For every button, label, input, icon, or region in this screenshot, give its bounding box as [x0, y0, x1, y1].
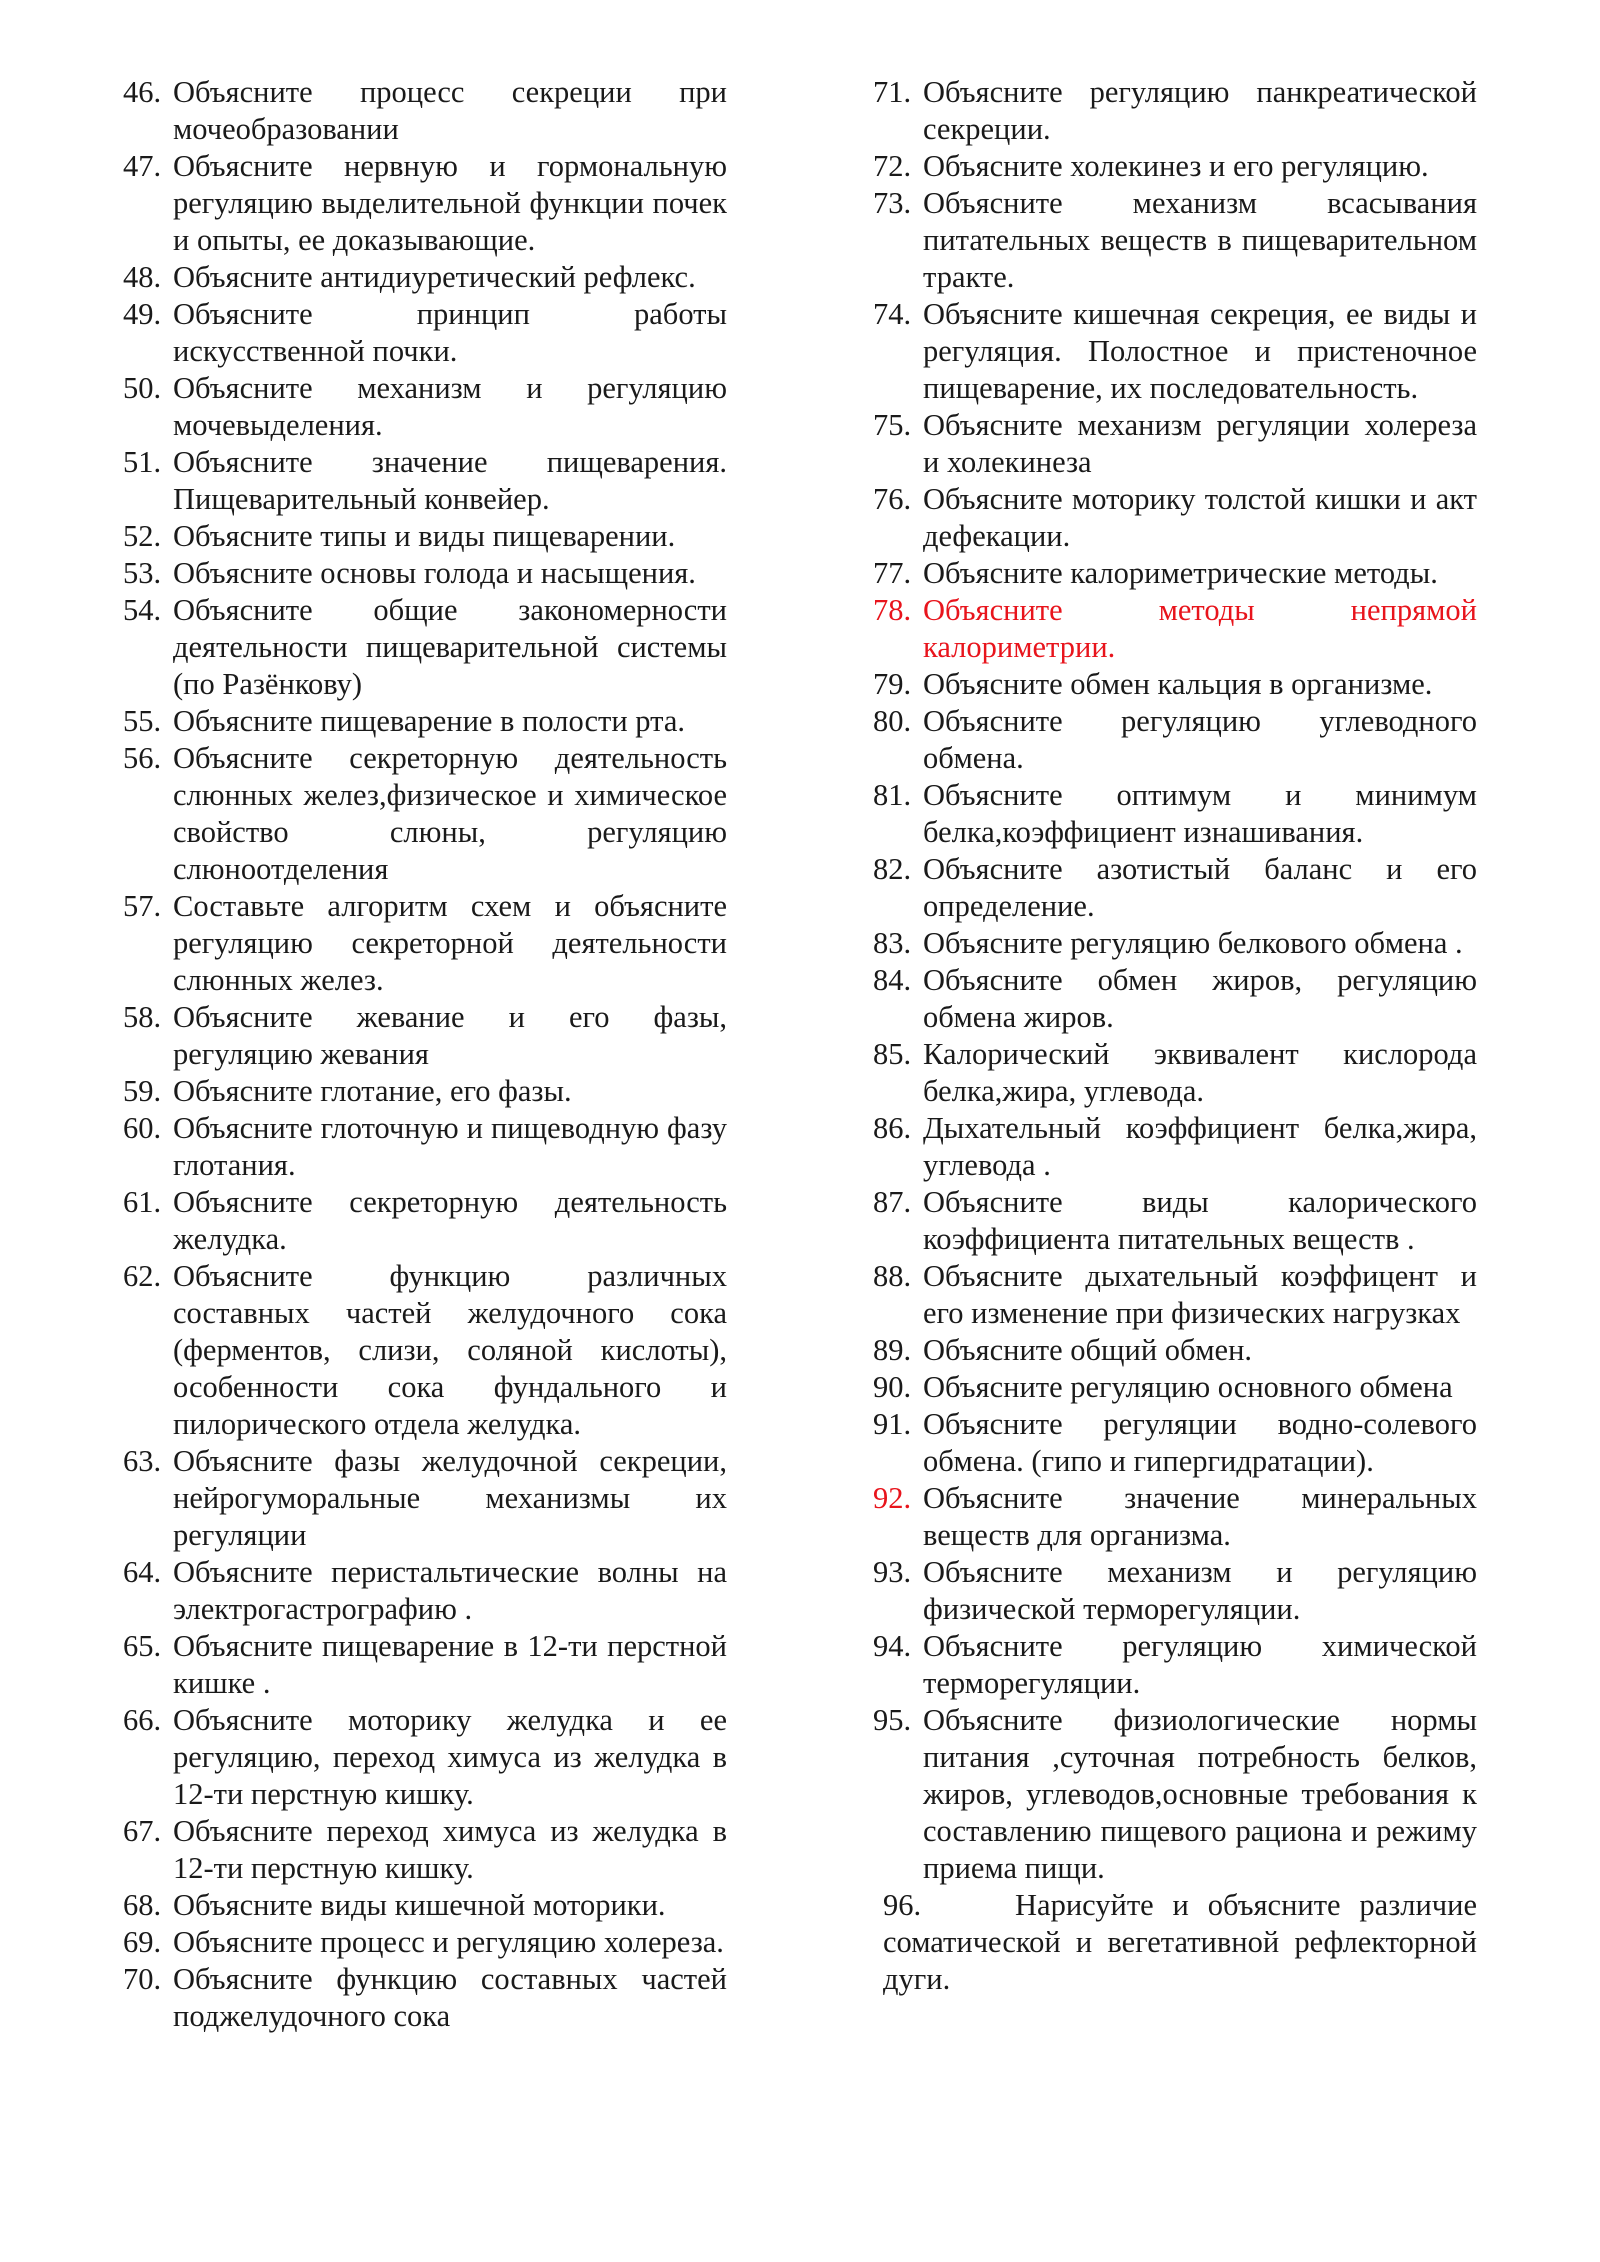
question-item-67 [123, 1813, 727, 1887]
question-item-46 [123, 74, 727, 148]
question-item-70 [123, 1961, 727, 2035]
question-item-47 [123, 148, 727, 259]
question-item-89 [873, 1332, 1477, 1369]
question-item-90 [873, 1369, 1477, 1406]
question-text: Объясните методы непрямой калориметрии. [923, 593, 1477, 664]
question-number: 85. [873, 1037, 912, 1071]
question-item-81 [873, 777, 1477, 851]
question-item-61 [123, 1184, 727, 1258]
question-number: 92. [873, 1481, 912, 1515]
question-text: Объясните фазы желудочной секреции, нейрогуморальные механизмы их регуляции [173, 1444, 727, 1552]
question-item-77 [873, 555, 1477, 592]
question-item-56 [123, 740, 727, 888]
question-item-69 [123, 1924, 727, 1961]
question-text: Объясните значение пищеварения. Пищеварительный конвейер. [173, 445, 727, 516]
question-text: Объясните обмен жиров, регуляцию обмена жиров. [923, 963, 1477, 1034]
question-text: Объясните обмен кальция в организме. [923, 667, 1433, 701]
question-number: 82. [873, 852, 912, 886]
question-item-91 [873, 1406, 1477, 1480]
question-item-71 [873, 74, 1477, 148]
question-number: 78. [873, 593, 912, 627]
question-text: Объясните виды кишечной моторики. [173, 1888, 666, 1922]
question-item-68 [123, 1887, 727, 1924]
question-item-60 [123, 1110, 727, 1184]
question-text: Нарисуйте и объясните различие соматической и вегетативной рефлекторной дуги. [883, 1888, 1477, 1996]
question-number: 73. [873, 186, 912, 220]
question-item-76 [873, 481, 1477, 555]
question-number: 65. [123, 1629, 162, 1663]
question-item-62 [123, 1258, 727, 1443]
question-item-93 [873, 1554, 1477, 1628]
question-number: 57. [123, 889, 162, 923]
question-item-63 [123, 1443, 727, 1554]
question-text: Объясните регуляцию химической терморегуляции. [923, 1629, 1477, 1700]
question-text: Объясните общие закономерности деятельности пищеварительной системы (по Разёнкову) [173, 593, 727, 701]
question-text: Объясните принцип работы искусственной почки. [173, 297, 727, 368]
question-number: 89. [873, 1333, 912, 1367]
question-number: 70. [123, 1962, 162, 1996]
question-number: 83. [873, 926, 912, 960]
question-text: Объясните секреторную деятельность слюнных желез,физическое и химическое свойство слюны, регуляцию слюноотделения [173, 741, 727, 886]
question-number: 81. [873, 778, 912, 812]
question-text: Объясните функцию составных частей поджелудочного сока [173, 1962, 727, 2033]
question-text: Объясните пищеварение в 12-ти перстной кишке . [173, 1629, 727, 1700]
question-text: Объясните регуляцию основного обмена [923, 1370, 1453, 1404]
question-number: 80. [873, 704, 912, 738]
question-item-52 [123, 518, 727, 555]
question-text: Объясните нервную и гормональную регуляцию выделительной функции почек и опыты, ее доказывающие. [173, 149, 727, 257]
question-text: Объясните регуляцию панкреатической секреции. [923, 75, 1477, 146]
question-text: Дыхательный коэффициент белка,жира, углевода . [923, 1111, 1477, 1182]
question-text: Объясните общий обмен. [923, 1333, 1253, 1367]
question-number: 69. [123, 1925, 162, 1959]
question-number: 79. [873, 667, 912, 701]
question-number: 95. [873, 1703, 912, 1737]
question-number: 52. [123, 519, 162, 553]
question-item-83 [873, 925, 1477, 962]
question-text: Объясните типы и виды пищеварении. [173, 519, 676, 553]
question-item-64 [123, 1554, 727, 1628]
question-number: 67. [123, 1814, 162, 1848]
question-item-49 [123, 296, 727, 370]
left-column [123, 74, 727, 2035]
question-text: Объясните процесс и регуляцию холереза. [173, 1925, 724, 1959]
question-text: Объясните холекинез и его регуляцию. [923, 149, 1429, 183]
question-number: 58. [123, 1000, 162, 1034]
question-number: 55. [123, 704, 162, 738]
question-text: Калорический эквивалент кислорода белка,жира, углевода. [923, 1037, 1477, 1108]
question-number: 68. [123, 1888, 162, 1922]
question-number: 61. [123, 1185, 162, 1219]
question-item-57 [123, 888, 727, 999]
question-text: Объясните процесс секреции при мочеобразовании [173, 75, 727, 146]
question-text: Объясните функцию различных составных частей желудочного сока (ферментов, слизи, соляной кислоты), особенности сока фундального и пилорического отдела желудка. [173, 1259, 727, 1441]
question-text: Объясните глоточную и пищеводную фазу глотания. [173, 1111, 727, 1182]
question-item-54 [123, 592, 727, 703]
question-number: 74. [873, 297, 912, 331]
question-item-72 [873, 148, 1477, 185]
question-number: 96. [883, 1888, 922, 1922]
question-number: 59. [123, 1074, 162, 1108]
question-item-74 [873, 296, 1477, 407]
question-number: 90. [873, 1370, 912, 1404]
question-text: Объясните жевание и его фазы, регуляцию жевания [173, 1000, 727, 1071]
question-text: Объясните регуляцию белкового обмена . [923, 926, 1463, 960]
question-number: 66. [123, 1703, 162, 1737]
question-item-82 [873, 851, 1477, 925]
question-text: Объясните кишечная секреция, ее виды и регуляция. Полостное и пристеночное пищеварение, их последовательность. [923, 297, 1477, 405]
question-item-66 [123, 1702, 727, 1813]
question-number: 53. [123, 556, 162, 590]
question-number: 71. [873, 75, 912, 109]
question-text: Объясните калориметрические методы. [923, 556, 1438, 590]
question-item-80 [873, 703, 1477, 777]
question-number: 47. [123, 149, 162, 183]
question-text: Объясните регуляцию углеводного обмена. [923, 704, 1477, 775]
question-text: Объясните секреторную деятельность желудка. [173, 1185, 727, 1256]
question-number: 88. [873, 1259, 912, 1293]
right-column [873, 74, 1477, 1998]
question-item-95 [873, 1702, 1477, 1887]
question-item-84 [873, 962, 1477, 1036]
question-number: 72. [873, 149, 912, 183]
question-number: 46. [123, 75, 162, 109]
question-text: Объясните физиологические нормы питания ,суточная потребность белков, жиров, углеводов,основные требования к составлению пищевого рациона и режиму приема пищи. [923, 1703, 1477, 1885]
question-text: Объясните пищеварение в полости рта. [173, 704, 686, 738]
question-number: 76. [873, 482, 912, 516]
question-item-48 [123, 259, 727, 296]
question-number: 77. [873, 556, 912, 590]
question-text: Объясните переход химуса из желудка в 12-ти перстную кишку. [173, 1814, 727, 1885]
question-item-50 [123, 370, 727, 444]
question-number: 48. [123, 260, 162, 294]
question-number: 94. [873, 1629, 912, 1663]
question-item-53 [123, 555, 727, 592]
question-text: Составьте алгоритм схем и объясните регуляцию секреторной деятельности слюнных желез. [173, 889, 727, 997]
question-number: 50. [123, 371, 162, 405]
question-text: Объясните механизм всасывания питательных веществ в пищеварительном тракте. [923, 186, 1477, 294]
question-number: 64. [123, 1555, 162, 1589]
question-item-92 [873, 1480, 1477, 1554]
question-number: 93. [873, 1555, 912, 1589]
question-number: 56. [123, 741, 162, 775]
question-item-94 [873, 1628, 1477, 1702]
question-item-88 [873, 1258, 1477, 1332]
question-number: 91. [873, 1407, 912, 1441]
question-text: Объясните перистальтические волны на электрогастрографию . [173, 1555, 727, 1626]
question-text: Объясните моторику толстой кишки и акт дефекации. [923, 482, 1477, 553]
question-text: Объясните виды калорического коэффициента питательных веществ . [923, 1185, 1477, 1256]
question-number: 49. [123, 297, 162, 331]
question-item-59 [123, 1073, 727, 1110]
question-number: 54. [123, 593, 162, 627]
question-number: 86. [873, 1111, 912, 1145]
question-item-55 [123, 703, 727, 740]
question-item-51 [123, 444, 727, 518]
question-number: 60. [123, 1111, 162, 1145]
question-item-78 [873, 592, 1477, 666]
question-number: 75. [873, 408, 912, 442]
question-item-85 [873, 1036, 1477, 1110]
question-text: Объясните механизм и регуляцию физической терморегуляции. [923, 1555, 1477, 1626]
right-question-list [873, 74, 1477, 1887]
question-text: Объясните основы голода и насыщения. [173, 556, 696, 590]
question-item-73 [873, 185, 1477, 296]
question-number: 62. [123, 1259, 162, 1293]
question-number: 51. [123, 445, 162, 479]
question-text: Объясните оптимум и минимум белка,коэффициент изнашивания. [923, 778, 1477, 849]
question-item-58 [123, 999, 727, 1073]
question-text: Объясните моторику желудка и ее регуляцию, переход химуса из желудка в 12-ти перстную кишку. [173, 1703, 727, 1811]
question-number: 87. [873, 1185, 912, 1219]
question-text: Объясните глотание, его фазы. [173, 1074, 572, 1108]
question-item-86 [873, 1110, 1477, 1184]
question-text: Объясните механизм и регуляцию мочевыделения. [173, 371, 727, 442]
question-text: Объясните дыхательный коэффицент и его изменение при физических нагрузках [923, 1259, 1477, 1330]
question-number: 63. [123, 1444, 162, 1478]
question-item-87 [873, 1184, 1477, 1258]
question-item-79 [873, 666, 1477, 703]
question-text: Объясните антидиуретический рефлекс. [173, 260, 696, 294]
question-item-96 [873, 1887, 1477, 1998]
question-text: Объясните регуляции водно-солевого обмена. (гипо и гипергидратации). [923, 1407, 1477, 1478]
question-text: Объясните азотистый баланс и его определение. [923, 852, 1477, 923]
question-item-75 [873, 407, 1477, 481]
question-text: Объясните значение минеральных веществ для организма. [923, 1481, 1477, 1552]
question-text: Объясните механизм регуляции холереза и холекинеза [923, 408, 1477, 479]
question-number: 84. [873, 963, 912, 997]
question-item-65 [123, 1628, 727, 1702]
